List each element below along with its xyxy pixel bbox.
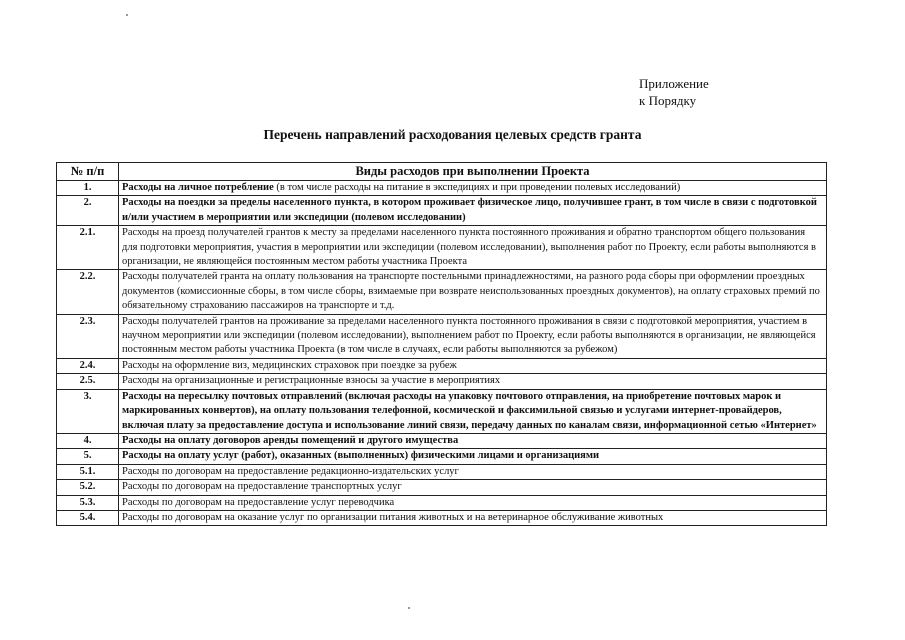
scan-speck	[126, 14, 128, 16]
table-row	[57, 389, 827, 433]
row-description: Расходы на оплату услуг (работ), оказанных (выполненных) физическими лицами и организациями	[119, 449, 827, 464]
scan-speck	[408, 607, 410, 609]
header-kind: Виды расходов при выполнении Проекта	[119, 163, 827, 181]
row-number: 2.5.	[57, 374, 119, 389]
row-description: Расходы на оформление виз, медицинских страховок при поездке за рубеж	[119, 358, 827, 373]
row-number: 5.1.	[57, 464, 119, 479]
row-description: Расходы на организационные и регистрационные взносы за участие в мероприятиях	[119, 374, 827, 389]
annex-note	[639, 75, 709, 109]
row-number: 5.2.	[57, 480, 119, 495]
table-row	[57, 510, 827, 525]
table-row	[57, 270, 827, 314]
row-number: 2.1.	[57, 226, 119, 270]
row-number: 2.2.	[57, 270, 119, 314]
table-header-row	[57, 163, 827, 181]
row-number: 5.	[57, 449, 119, 464]
row-description: Расходы по договорам на предоставление транспортных услуг	[119, 480, 827, 495]
annex-line-1: Приложение	[639, 76, 709, 91]
row-description: Расходы по договорам на предоставление услуг переводчика	[119, 495, 827, 510]
table-row	[57, 464, 827, 479]
table-row	[57, 358, 827, 373]
row-number: 3.	[57, 389, 119, 433]
row-description: Расходы по договорам на предоставление редакционно-издательских услуг	[119, 464, 827, 479]
document-title: Перечень направлений расходования целевых средств гранта	[263, 127, 642, 142]
row-description: Расходы на оплату договоров аренды помещений и другого имущества	[119, 433, 827, 448]
table-row	[57, 314, 827, 358]
row-description: Расходы на проезд получателей грантов к месту за пределами населенного пункта постоянного проживания и обратно транспортом общего пользования для подготовки мероприятия, участия в мероприятии или экспедиции (полевом исследовании), выполнения работ по Проекту, если работы выполняются в организации, не являющейся постоянным местом работы участника Проекта	[119, 226, 827, 270]
row-number: 4.	[57, 433, 119, 448]
expense-table	[56, 162, 827, 526]
table-row	[57, 181, 827, 196]
row-number: 1.	[57, 181, 119, 196]
row-description: Расходы на пересылку почтовых отправлений (включая расходы на упаковку почтового отправления, на приобретение почтовых марок и маркированных конвертов), на оплату пользования телефонной, космической и факсимильной связью и услугами интернет-провайдеров, включая плату за предоставление доступа и использование линий связи, передачу данных по каналам связи, информационной сетью «Интернет»	[119, 389, 827, 433]
row-description	[119, 181, 827, 196]
row-number: 2.4.	[57, 358, 119, 373]
header-number: № п/п	[57, 163, 119, 181]
row-description: Расходы получателей гранта на оплату пользования на транспорте постельными принадлежностями, на разного рода сборы при оформлении проездных документов (комиссионные сборы, в том числе сборы, взимаемые при возврате неиспользованных проездных документов), на оплату страховых премий по обязательному страхованию пассажиров на транспорте и т.д.	[119, 270, 827, 314]
table-row	[57, 449, 827, 464]
row-number: 2.3.	[57, 314, 119, 358]
row-description: Расходы получателей грантов на проживание за пределами населенного пункта постоянного проживания в связи с подготовкой мероприятия, участием в научном мероприятии или экспедиции (полевом исследовании), выполнением работ по Проекту, если работы выполняются в организации, не являющейся постоянным местом работы участника Проекта (в том числе в случаях, если работы выполняются за рубежом)	[119, 314, 827, 358]
row-number: 5.4.	[57, 510, 119, 525]
table-row	[57, 374, 827, 389]
annex-line-2: к Порядку	[639, 93, 697, 108]
table-row	[57, 480, 827, 495]
table-row	[57, 226, 827, 270]
table-row	[57, 433, 827, 448]
row-text: (в том числе расходы на питание в экспедициях и при проведении полевых исследований)	[273, 182, 681, 193]
row-description: Расходы на поездки за пределы населенного пункта, в котором проживает физическое лицо, получившее грант, в том числе в связи с подготовкой и/или участием в мероприятии или экспедиции (полевом исследовании)	[119, 196, 827, 226]
table-row	[57, 495, 827, 510]
row-description: Расходы по договорам на оказание услуг по организации питания животных и на ветеринарное обслуживание животных	[119, 510, 827, 525]
row-number: 5.3.	[57, 495, 119, 510]
row-bold-text: Расходы на личное потребление	[122, 182, 274, 193]
table-row	[57, 196, 827, 226]
row-number: 2.	[57, 196, 119, 226]
